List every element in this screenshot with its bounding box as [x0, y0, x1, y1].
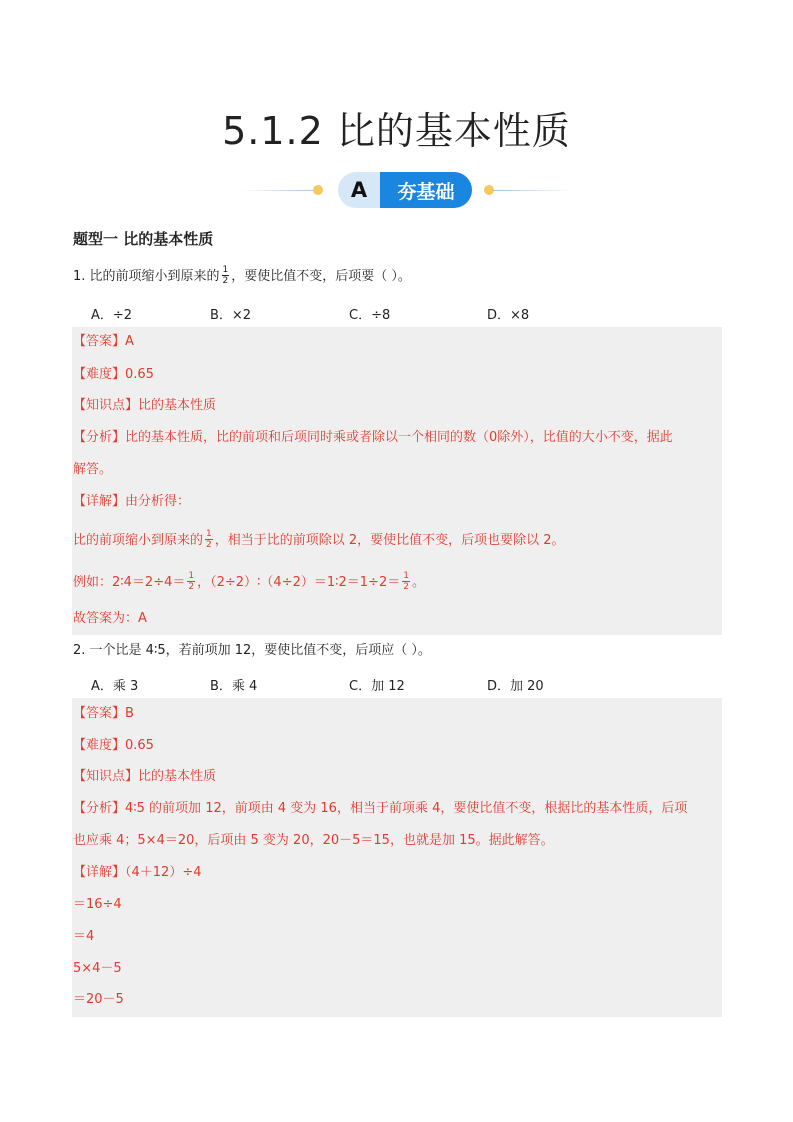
q2-analysis-line-1: 【分析】4∶5 的前项加 12，前项由 4 变为 16，相当于前项乘 4，要使比值不变，根据比的基本性质，后项 — [73, 801, 688, 816]
q2-knowledge-point: 【知识点】比的基本性质 — [73, 769, 217, 784]
fraction-one-half — [205, 529, 213, 550]
banner-letter: A — [338, 172, 380, 208]
question-2-stem: 2. 一个比是 4∶5，若前项加 12，要使比值不变，后项应（ ）。 — [73, 643, 431, 658]
q2-detail-line: ＝16÷4 — [73, 897, 122, 912]
q1-detail-heading: 【详解】由分析得： — [73, 494, 191, 509]
q1-detail-1-post: ，相当于比的前项除以 2，要使比值不变，后项也要除以 2。 — [214, 533, 565, 548]
section-banner — [0, 170, 793, 210]
question-1-stem — [73, 266, 411, 287]
banner-pill — [338, 172, 472, 208]
fraction-denominator: 2 — [206, 540, 212, 550]
section-title: 题型一 比的基本性质 — [73, 230, 214, 248]
banner-left-dot — [313, 185, 323, 195]
q2-answer: 【答案】B — [73, 706, 134, 721]
q2-detail-line: ＝4 — [73, 929, 95, 944]
fraction-denominator: 2 — [403, 582, 409, 592]
q2-option-c: C．加 12 — [349, 679, 405, 694]
q1-detail-1-pre: 比的前项缩小到原来的 — [73, 533, 204, 548]
banner-right-line — [493, 190, 571, 191]
q2-analysis-line-2: 也应乘 4；5×4＝20，后项由 5 变为 20，20－5＝15，也就是加 15。据此解答。 — [73, 833, 554, 848]
q1-option-b: B．×2 — [210, 308, 252, 323]
q2-answer-panel — [72, 698, 722, 1017]
fraction-denominator: 2 — [222, 276, 229, 286]
fraction-numerator: 1 — [222, 265, 229, 275]
q1-example-post: 。 — [411, 575, 425, 590]
q1-option-d: D．×8 — [487, 308, 530, 323]
q2-detail-line: 5×4－5 — [73, 961, 122, 976]
question-1-stem-pre: 1. 比的前项缩小到原来的 — [73, 269, 220, 284]
fraction-one-half — [402, 571, 410, 592]
page-title: 5.1.2 比的基本性质 — [222, 109, 571, 153]
q1-detail-line-1 — [73, 530, 565, 551]
fraction-numerator: 1 — [206, 529, 212, 539]
q1-analysis-line-1: 【分析】比的基本性质，比的前项和后项同时乘或者除以一个相同的数（0除外），比值的大小不变，据此 — [73, 430, 673, 445]
fraction-numerator: 1 — [403, 571, 409, 581]
q1-example-line — [73, 572, 425, 593]
q1-analysis-line-2: 解答。 — [73, 462, 113, 477]
q1-difficulty: 【难度】0.65 — [73, 367, 154, 382]
question-1-stem-post: ，要使比值不变，后项要（ ）。 — [231, 269, 411, 284]
q1-answer: 【答案】A — [73, 334, 134, 349]
q2-detail-line: 【详解】（4＋12）÷4 — [73, 865, 202, 880]
q2-detail-line: ＝20－5 — [73, 992, 124, 1007]
fraction-denominator: 2 — [188, 582, 195, 592]
q1-conclusion: 故答案为：A — [73, 611, 147, 626]
q1-option-a: A．÷2 — [91, 308, 133, 323]
q2-option-a: A．乘 3 — [91, 679, 139, 694]
q2-option-d: D．加 20 — [487, 679, 544, 694]
q1-example-mid: ，（2÷2）∶（4÷2）＝1∶2＝1÷2＝ — [197, 575, 401, 590]
q1-knowledge-point: 【知识点】比的基本性质 — [73, 398, 217, 413]
banner-label: 夯基础 — [380, 172, 472, 208]
q1-option-c: C．÷8 — [349, 308, 391, 323]
q2-difficulty: 【难度】0.65 — [73, 738, 154, 753]
fraction-numerator: 1 — [188, 571, 195, 581]
q2-option-b: B．乘 4 — [210, 679, 258, 694]
fraction-one-half — [222, 265, 230, 286]
fraction-one-half — [187, 571, 195, 592]
q1-example-pre: 例如：2∶4＝2÷4＝ — [73, 575, 186, 590]
banner-left-line — [240, 190, 318, 191]
